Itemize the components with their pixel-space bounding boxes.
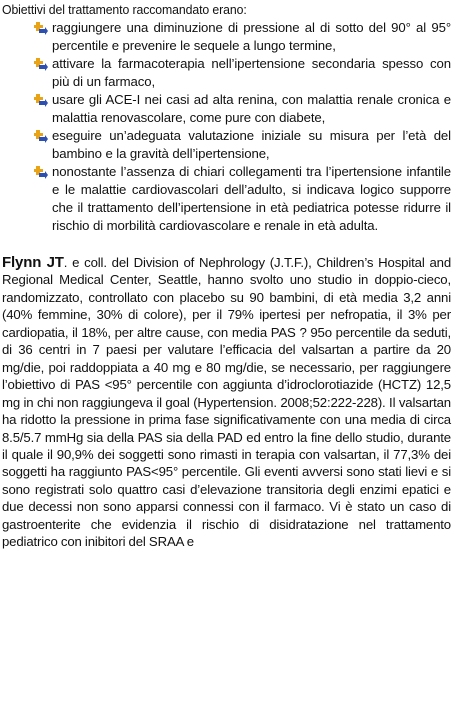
- arrow-bullet-icon: [34, 94, 48, 107]
- objective-text: attivare la farmacoterapia nell’ipertensione secondaria spesso con più di un farmaco,: [52, 56, 451, 89]
- objective-item-3: [34, 91, 451, 127]
- arrow-bullet-icon: [34, 166, 48, 179]
- study-paragraph: [2, 254, 451, 551]
- objectives-intro: Obiettivi del trattamento raccomandato erano:: [2, 2, 247, 17]
- arrow-bullet-icon: [34, 22, 48, 35]
- objective-text: nonostante l’assenza di chiari collegamenti tra l’ipertensione infantile e le malattie cardiovascolari dell’adulto, si indicava logico supporre che il trattamento dell’ipertensione in età pediatrica potesse ridurre il rischio di morbilità cardiovascolare e renale in età adulta.: [52, 164, 451, 233]
- objective-text: usare gli ACE-I nei casi ad alta renina, con malattia renale cronica e malattia renovascolare, come pure con diabete,: [52, 92, 451, 125]
- objective-text: raggiungere una diminuzione di pressione al di sotto del 90° al 95° percentile e prevenire le sequele a lungo termine,: [52, 20, 451, 53]
- objective-item-2: [34, 55, 451, 91]
- objectives-list: [2, 19, 451, 235]
- objective-item-1: [34, 19, 451, 55]
- arrow-bullet-icon: [34, 130, 48, 143]
- arrow-bullet-icon: [34, 58, 48, 71]
- objective-item-5: [34, 163, 451, 235]
- objective-text: eseguire un’adeguata valutazione iniziale su misura per l’età del bambino e la gravità dell’ipertensione,: [52, 128, 451, 161]
- objective-item-4: [34, 127, 451, 163]
- paragraph-text: . e coll. del Division of Nephrology (J.T.F.), Children’s Hospital and Regional Medical Center, Seattle, hanno svolto uno studio in doppio-cieco, randomizzato, controllato con placebo su 90 bambini, di età media 3,2 anni (40% femmine, 30% di colore), per il 79% ipertesi per nefropatia, il 3% per cardiopatia, il 18%, per altre cause, con media PAS ? 95o percentile da seduti, di 36 centri in 7 paesi per valutare l’efficacia del valsartan a partire da 20 mg/die, poi raddoppiata a 40 mg e 80 mg/die, se necessario, per raggiungere l’obiettivo di PAS <95° percentile con aggiunta d’idroclorotiazide (HCTZ) 12,5 mg in chi non raggiungeva il goal (Hypertension. 2008;52:222-228). Il valsartan ha ridotto la pressione in prima fase significativamente con una media di circa 8.5/5.7 mmHg sia della PAS sia della PAD ed entro la fine dello studio, durante il quale il 90,9% dei soggetti sono rimasti in terapia con valsartan, il 77,3% dei soggetti ha raggiunto PAS<95° percentile. Gli eventi avversi sono stati lievi e si sono registrati solo quattro casi d’elevazione transitoria degli enzimi epatici e due decessi non sono apparsi connessi con il farmaco. Vi è stato un caso di gastroenterite che evidenzia il rischio di disidratazione nel trattamento pediatrico con inibitori del SRAA e: [2, 255, 452, 550]
- author-name: Flynn JT: [2, 254, 64, 271]
